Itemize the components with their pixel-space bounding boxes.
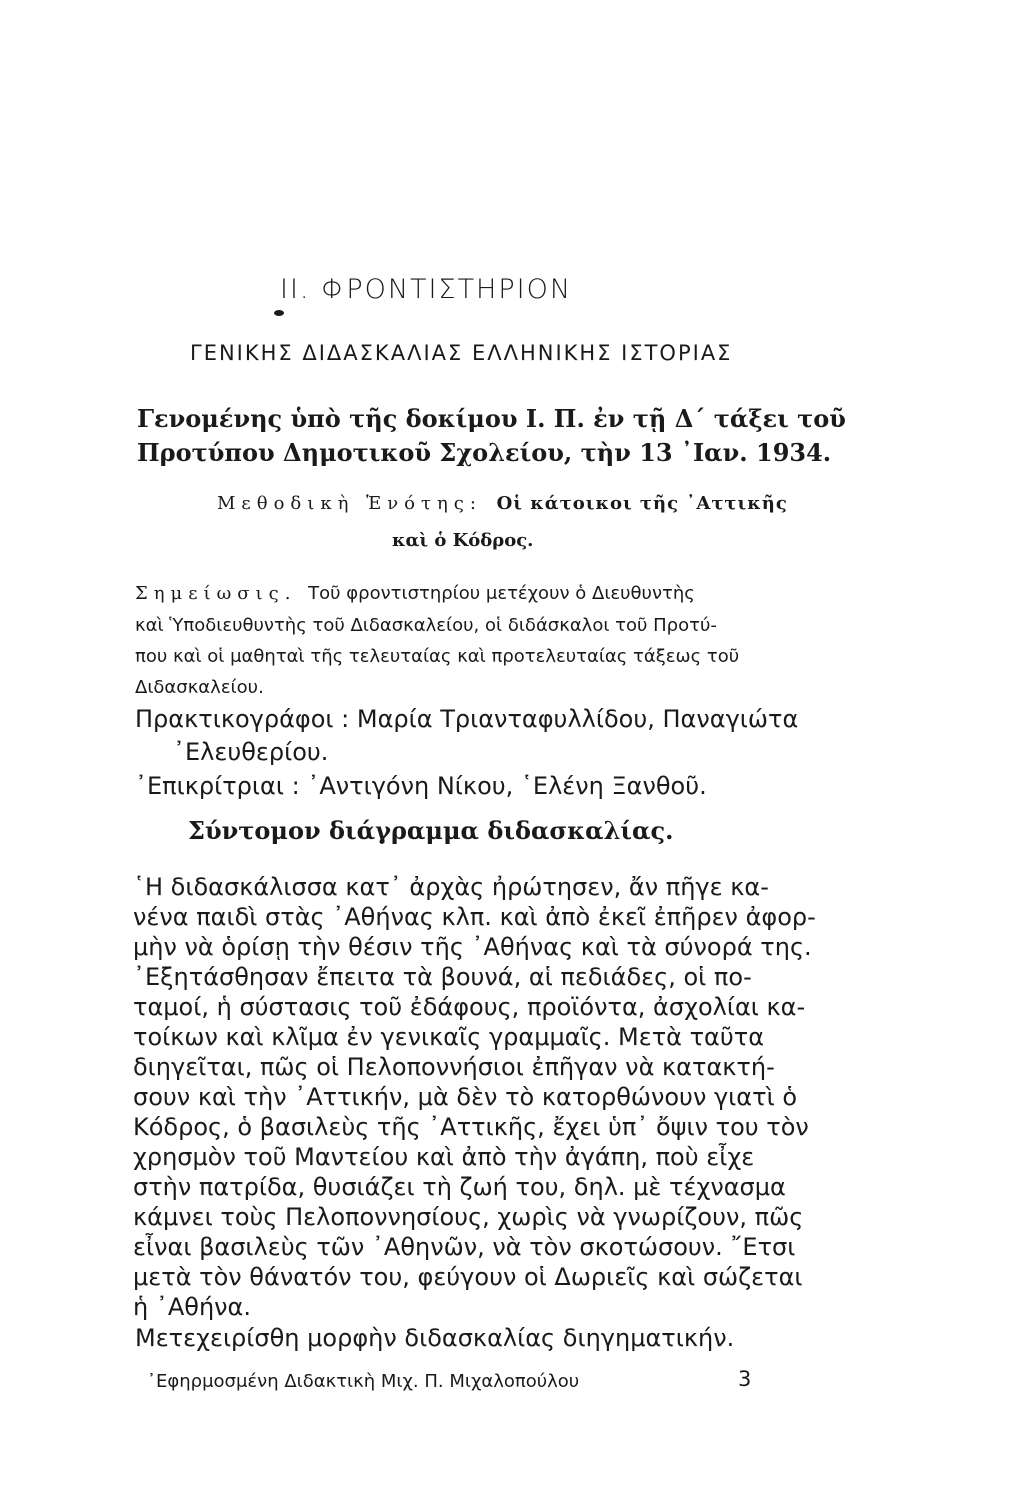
page-subtitle: ΓΕΝΙΚΗΣ ΔΙΔΑΣΚΑΛΙΑΣ ΕΛΛΗΝΙΚΗΣ ΙΣΤΟΡΙΑΣ <box>190 341 733 365</box>
note-label: Σημείωσις. <box>135 583 297 604</box>
info-line: Προτύπου Δημοτικοῦ Σχολείου, τὴν 13 ᾿Ιαν. 1934. <box>137 438 832 467</box>
note-line: καὶ Ὑποδιευθυντὴς τοῦ Διδασκαλείου, οἱ διδάσκαλοι τοῦ Προτύ- <box>135 615 717 636</box>
body-line: εἶναι βασιλεὺς τῶν ᾿Αθηνῶν, νὰ τὸν σκοτώσουν. ῎Ετσι <box>133 1233 796 1261</box>
body-line: κάμνει τοὺς Πελοποννησίους, χωρὶς νὰ γνωρίζουν, πῶς <box>133 1203 804 1231</box>
methodic-text-continued: καὶ ὁ Κόδρος. <box>392 530 534 551</box>
ink-mark <box>274 310 284 316</box>
body-line: ᾿Εξητάσθησαν ἔπειτα τὰ βουνά, αἱ πεδιάδες, οἱ πο- <box>133 963 752 991</box>
section-heading: Σύντομον διάγραμμα διδασκαλίας. <box>188 816 674 845</box>
body-line: Κόδρος, ὁ βασιλεὺς τῆς ᾿Αττικῆς, ἔχει ὑπ᾿ ὄψιν του τὸν <box>133 1113 809 1141</box>
teaching-method-line: Μετεχειρίσθη μορφὴν διδασκαλίας διηγηματικήν. <box>135 1324 735 1352</box>
body-line: μετὰ τὸν θάνατόν του, φεύγουν οἱ Δωριεῖς καὶ σώζεται <box>133 1263 803 1291</box>
methodic-unit <box>217 493 788 514</box>
page-number: 3 <box>738 1367 752 1391</box>
body-line: τοίκων καὶ κλῖμα ἐν γενικαῖς γραμμαῖς. Μετὰ ταῦτα <box>133 1023 765 1051</box>
note-line: Διδασκαλείου. <box>135 677 264 698</box>
note-line: που καὶ οἱ μαθηταὶ τῆς τελευταίας καὶ προτελευταίας τάξεως τοῦ <box>135 646 740 667</box>
body-line: ῾Η διδασκάλισσα κατ᾿ ἀρχὰς ἠρώτησεν, ἄν πῆγε κα- <box>133 873 769 901</box>
info-line: Γενομένης ὑπὸ τῆς δοκίμου Ι. Π. ἐν τῇ Δ΄ τάξει τοῦ <box>137 404 846 433</box>
methodic-label: Μεθοδικὴ Ἑνότης: <box>217 493 482 514</box>
recorders-line: ᾿Ελευθερίου. <box>173 738 329 766</box>
body-line: χρησμὸν τοῦ Μαντείου καὶ ἀπὸ τὴν ἀγάπη, ποὺ εἶχε <box>133 1143 755 1171</box>
body-line: ταμοί, ἡ σύστασις τοῦ ἐδάφους, προϊόντα, ἀσχολίαι κα- <box>133 993 806 1021</box>
body-line: ἡ ᾿Αθήνα. <box>133 1293 252 1321</box>
critics-line: ᾿Επικρίτριαι : ᾿Αντιγόνη Νίκου, ῾Ελένη Ξανθοῦ. <box>135 772 707 800</box>
note-text: Τοῦ φροντιστηρίου μετέχουν ὁ Διευθυντὴς <box>308 583 695 604</box>
note-line <box>135 583 695 604</box>
footer-text: ᾿Εφηρμοσμένη Διδακτικὴ Μιχ. Π. Μιχαλοπούλου <box>147 1371 580 1392</box>
page-title: ΙΙ. ΦΡΟΝΤΙΣΤΗΡΙΟΝ <box>280 274 573 305</box>
body-line: διηγεῖται, πῶς οἱ Πελοποννήσιοι ἐπῆγαν νὰ κατακτή- <box>133 1053 775 1081</box>
body-line: μὴν νὰ ὁρίσῃ τὴν θέσιν τῆς ᾿Αθήνας καὶ τὰ σύνορά της. <box>133 933 812 961</box>
body-line: στὴν πατρίδα, θυσιάζει τὴ ζωή του, δηλ. μὲ τέχνασμα <box>133 1173 786 1201</box>
recorders-line: Πρακτικογράφοι : Μαρία Τριανταφυλλίδου, Παναγιώτα <box>135 705 799 733</box>
body-line: νένα παιδὶ στὰς ᾿Αθήνας κλπ. καὶ ἀπὸ ἐκεῖ ἐπῆρεν ἀφορ- <box>133 903 816 931</box>
body-line: σουν καὶ τὴν ᾿Αττικήν, μὰ δὲν τὸ κατορθώνουν γιατὶ ὁ <box>133 1083 798 1111</box>
methodic-text: Οἱ κάτοικοι τῆς ᾿Αττικῆς <box>496 493 788 514</box>
